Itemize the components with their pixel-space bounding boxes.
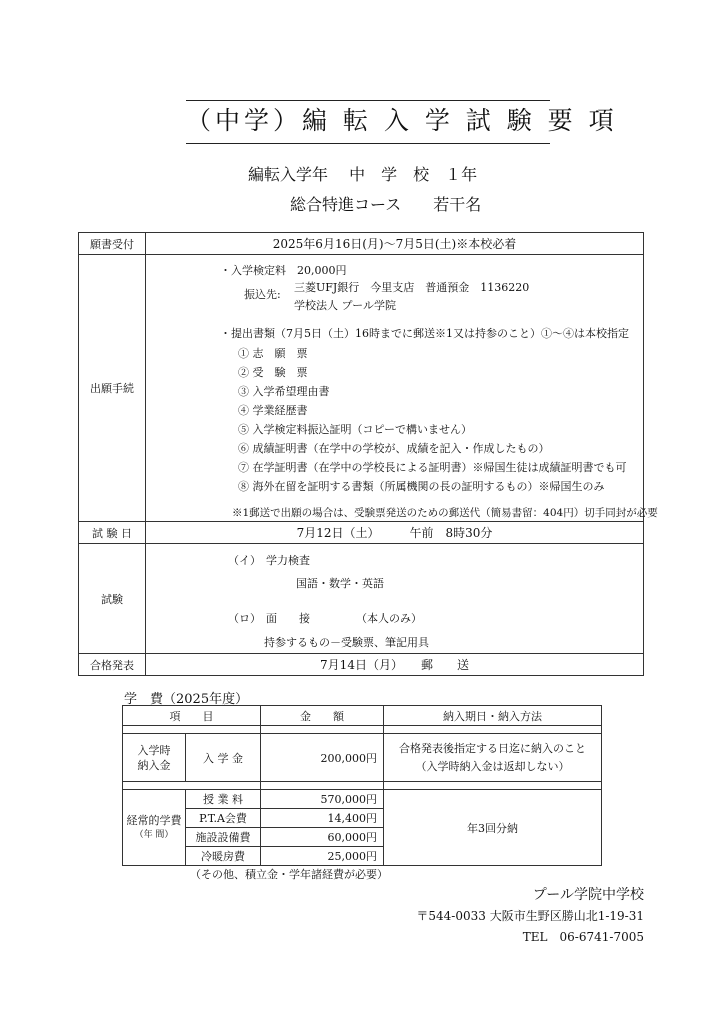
label-exam-date: 試 験 日: [79, 522, 146, 544]
fees-spacer: [123, 782, 602, 790]
admission-item: 入 学 金: [186, 734, 261, 782]
admission-amount: 200,000円: [261, 734, 384, 782]
label-exam: 試験: [79, 544, 146, 654]
regular-row: [123, 790, 602, 809]
fees-header-method: 納入期日・納入方法: [384, 706, 602, 726]
bank-line-2: 学校法人 プール学院: [294, 299, 396, 312]
admission-method: [384, 734, 602, 782]
fees-header-row: [123, 706, 602, 726]
row-application-period: [79, 233, 644, 255]
doc-item: ④ 学業経歴書: [238, 404, 308, 417]
row-procedure: [79, 255, 644, 522]
regular-item-amount: 14,400円: [261, 809, 384, 828]
doc-item: ⑥ 成績証明書（在学中の学校が、成績を記入・作成したもの）: [238, 442, 550, 455]
fees-header-item: 項 目: [123, 706, 261, 726]
doc-item: ① 志 願 票: [238, 347, 308, 360]
postal-note: ※1郵送で出願の場合は、受験票発送のための郵送代（簡易書留：404円）切手同封が必要: [232, 507, 658, 519]
fees-note: （その他、積立金・学年諸経費が必要）: [190, 868, 388, 881]
title-box: [186, 100, 618, 144]
doc-item: ⑧ 海外在留を証明する書類（所属機関の長の証明するもの）※帰国生のみ: [238, 480, 605, 493]
regular-group-sub: （年 間）: [134, 829, 174, 840]
label-procedure: 出願手続: [79, 255, 146, 522]
regular-item-name: 施設設備費: [186, 828, 261, 847]
exam-fee: ・入学検定料 20,000円: [220, 264, 347, 277]
doc-item: ⑤ 入学検定料振込証明（コピーで構いません）: [238, 423, 473, 436]
regular-item-name: 冷暖房費: [186, 847, 261, 866]
fees-header-amount: 金 額: [261, 706, 384, 726]
regular-method: 年3回分納: [384, 790, 602, 866]
regular-group-label: [123, 790, 186, 866]
exam-subjects: 国語・数学・英語: [296, 577, 384, 590]
docs-heading: ・提出書類（7月5日（土）16時までに郵送※1又は持参のこと）①～④は本校指定: [220, 327, 629, 340]
fees-admission-row: [123, 734, 602, 782]
admission-table: [78, 232, 658, 676]
school-name: プール学院中学校: [532, 887, 644, 903]
bank-label: 振込先:: [244, 288, 281, 301]
subtitle-course: 総合特進コース 若干名: [290, 195, 482, 214]
school-tel: TEL 06-6741-7005: [522, 930, 644, 944]
exam-i-mark: （イ）: [228, 554, 261, 567]
exam-i-title: 学力検査: [266, 554, 310, 567]
regular-item-amount: 25,000円: [261, 847, 384, 866]
exam-bring: 持参するもの－受験票、筆記用具: [264, 636, 429, 649]
exam-date-text: 7月12日（土） 午前 8時30分: [146, 522, 644, 544]
admission-group-label: 入学時 納入金: [123, 734, 186, 782]
subtitle-grade: 編転入学年 中 学 校 １年: [248, 165, 478, 184]
result-text: 7月14日（月） 郵 送: [146, 654, 644, 676]
fees-spacer: [123, 726, 602, 734]
regular-item-amount: 570,000円: [261, 790, 384, 809]
admission-method-2: （入学時納入金は返却しない）: [415, 759, 570, 773]
label-application-period: 願書受付: [79, 233, 146, 255]
regular-group-title: 経常的学費: [126, 813, 182, 827]
regular-item-name: 授 業 料: [186, 790, 261, 809]
exam-ro-title: 面 接: [266, 612, 310, 625]
exam-ro-note: （本人のみ）: [356, 612, 422, 625]
school-address: 〒544-0033 大阪市生野区勝山北1-19-31: [416, 909, 644, 923]
procedure-cell: [146, 255, 658, 522]
regular-item-name: P.T.A会費: [186, 809, 261, 828]
bank-line-1: 三菱UFJ銀行 今里支店 普通預金 1136220: [294, 281, 530, 294]
row-exam: [79, 544, 644, 654]
application-period-text: 2025年6月16日(月)～7月5日(土)※本校必着: [146, 233, 644, 255]
regular-item-amount: 60,000円: [261, 828, 384, 847]
exam-ro-mark: （ロ）: [228, 612, 261, 625]
fees-heading: 学 費（2025年度）: [124, 692, 249, 707]
doc-item: ③ 入学希望理由書: [238, 385, 330, 398]
fees-table: [122, 705, 602, 866]
doc-item: ⑦ 在学証明書（在学中の学校長による証明書）※帰国生徒は成績証明書でも可: [238, 461, 627, 474]
admission-method-1: 合格発表後指定する日迄に納入のこと: [399, 741, 586, 755]
row-exam-date: [79, 522, 644, 544]
page-title: （中学）編 転 入 学 試 験 要 項: [186, 106, 618, 135]
label-result: 合格発表: [79, 654, 146, 676]
row-result: [79, 654, 644, 676]
doc-item: ② 受 験 票: [238, 366, 308, 379]
exam-cell: [146, 544, 644, 654]
